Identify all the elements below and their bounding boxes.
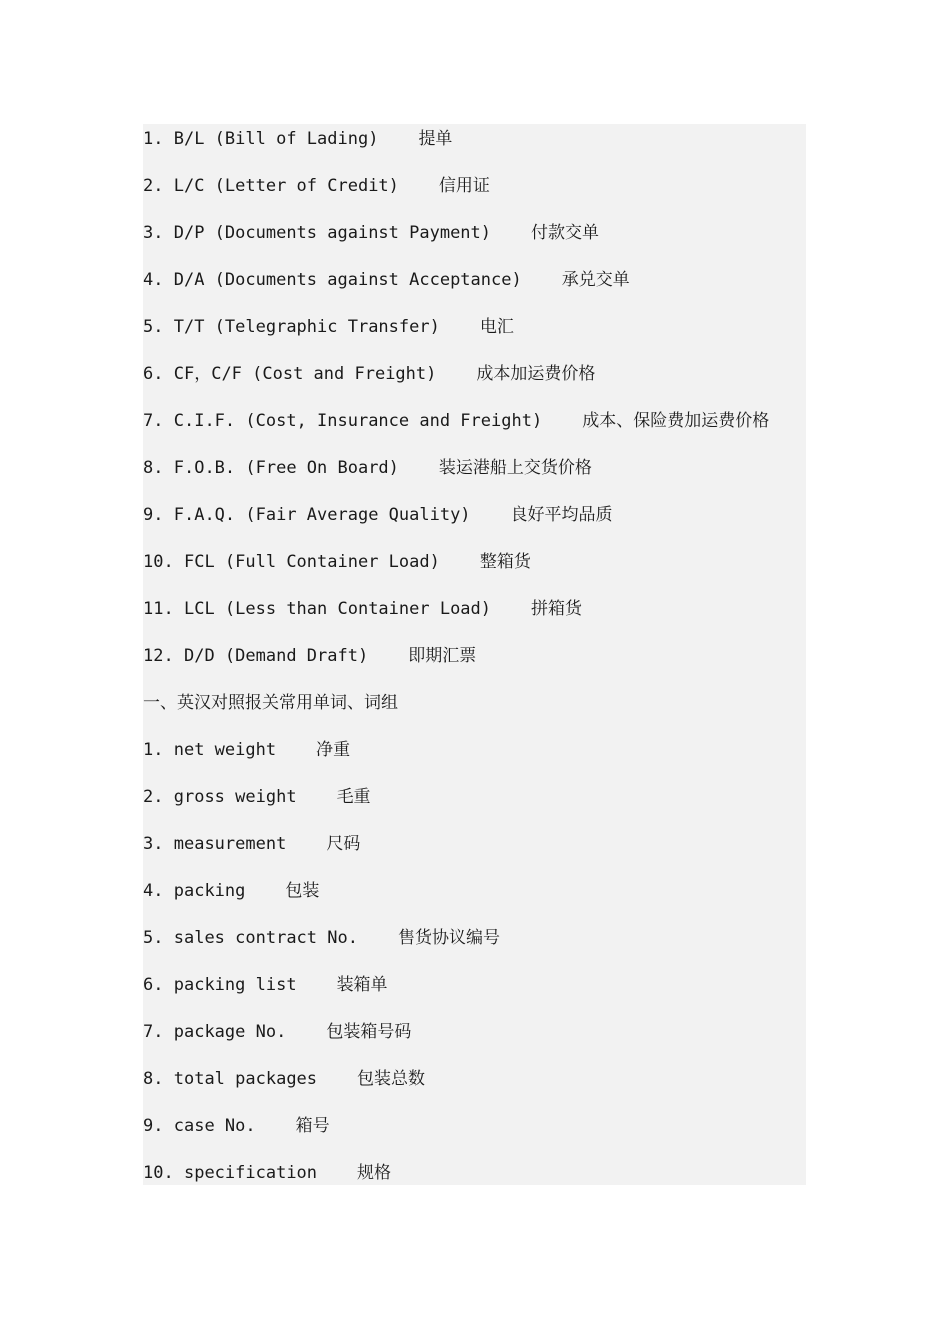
english-term: specification [183,1163,318,1183]
chinese-term: 售货协议编号 [397,928,500,948]
item-number: 3. [143,223,164,243]
item-number: 1. [143,129,164,149]
english-term: F.A.Q. (Fair Average Quality) [173,505,471,525]
item-number: 9. [143,505,164,525]
english-term: sales contract No. [173,928,358,948]
chinese-term: 成本、保险费加运费价格 [582,411,770,431]
list-item [143,876,319,906]
chinese-term: 付款交单 [531,223,600,243]
list-item [143,500,613,530]
item-number: 5. [143,317,164,337]
list-item [143,923,500,953]
english-term: packing [173,881,246,901]
list-item [143,124,452,154]
chinese-term: 毛重 [336,787,371,807]
item-number: 6. [143,364,164,384]
item-number: 6. [143,975,164,995]
english-term: packing list [173,975,297,995]
glossary-block [143,124,806,1185]
list-item [143,594,582,624]
list-item [143,1111,330,1141]
list-item [143,547,531,577]
chinese-term: 箱号 [295,1116,330,1136]
english-term: D/D (Demand Draft) [183,646,369,666]
list-item [143,453,592,483]
item-number: 8. [143,1069,164,1089]
chinese-term: 装箱单 [336,975,388,995]
english-term: C.I.F. (Cost, Insurance and Freight) [173,411,543,431]
english-term: case No. [173,1116,256,1136]
chinese-term: 净重 [316,740,351,760]
english-term: T/T (Telegraphic Transfer) [173,317,440,337]
english-term: F.O.B. (Free On Board) [173,458,399,478]
list-item [143,1064,425,1094]
chinese-term: 提单 [418,129,453,149]
chinese-term: 电汇 [479,317,514,337]
english-term: L/C (Letter of Credit) [173,176,399,196]
item-number: 5. [143,928,164,948]
english-term: B/L (Bill of Lading) [173,129,379,149]
item-number: 7. [143,1022,164,1042]
english-term: gross weight [173,787,297,807]
item-number: 1. [143,740,164,760]
english-term: package No. [173,1022,287,1042]
chinese-term: 拼箱货 [531,599,583,619]
chinese-term: 承兑交单 [561,270,630,290]
section-heading [143,688,398,718]
item-number: 12. [143,646,174,666]
chinese-term: 规格 [357,1163,392,1183]
chinese-term: 成本加运费价格 [476,364,596,384]
chinese-term: 装运港船上交货价格 [438,458,592,478]
item-number: 8. [143,458,164,478]
list-item [143,406,769,436]
chinese-term: 信用证 [438,176,490,196]
item-number: 4. [143,881,164,901]
list-item [143,970,388,1000]
list-item [143,1017,411,1047]
english-term: net weight [173,740,277,760]
list-item [143,1158,391,1188]
chinese-term: 包装 [285,881,320,901]
english-term: total packages [173,1069,318,1089]
list-item [143,782,371,812]
list-item [143,735,350,765]
item-number: 4. [143,270,164,290]
english-term: D/P (Documents against Payment) [173,223,492,243]
item-number: 11. [143,599,174,619]
list-item [143,359,595,389]
english-term: CF，C/F (Cost and Freight) [173,364,437,384]
list-item [143,218,599,248]
english-term: measurement [173,834,287,854]
english-term: D/A (Documents against Acceptance) [173,270,522,290]
item-number: 2. [143,176,164,196]
list-item [143,265,630,295]
item-number: 2. [143,787,164,807]
item-number: 9. [143,1116,164,1136]
item-number: 7. [143,411,164,431]
item-number: 10. [143,1163,174,1183]
chinese-term: 良好平均品质 [510,505,613,525]
list-item [143,312,514,342]
item-number: 10. [143,552,174,572]
list-item [143,641,476,671]
list-item [143,829,360,859]
list-item [143,171,490,201]
chinese-term: 包装总数 [357,1069,426,1089]
item-number: 3. [143,834,164,854]
chinese-term: 包装箱号码 [326,1022,412,1042]
chinese-term: 即期汇票 [408,646,477,666]
chinese-term: 尺码 [326,834,361,854]
english-term: LCL (Less than Container Load) [183,599,492,619]
heading-text: 一、英汉对照报关常用单词、词组 [143,693,398,713]
chinese-term: 整箱货 [479,552,531,572]
english-term: FCL (Full Container Load) [183,552,440,572]
